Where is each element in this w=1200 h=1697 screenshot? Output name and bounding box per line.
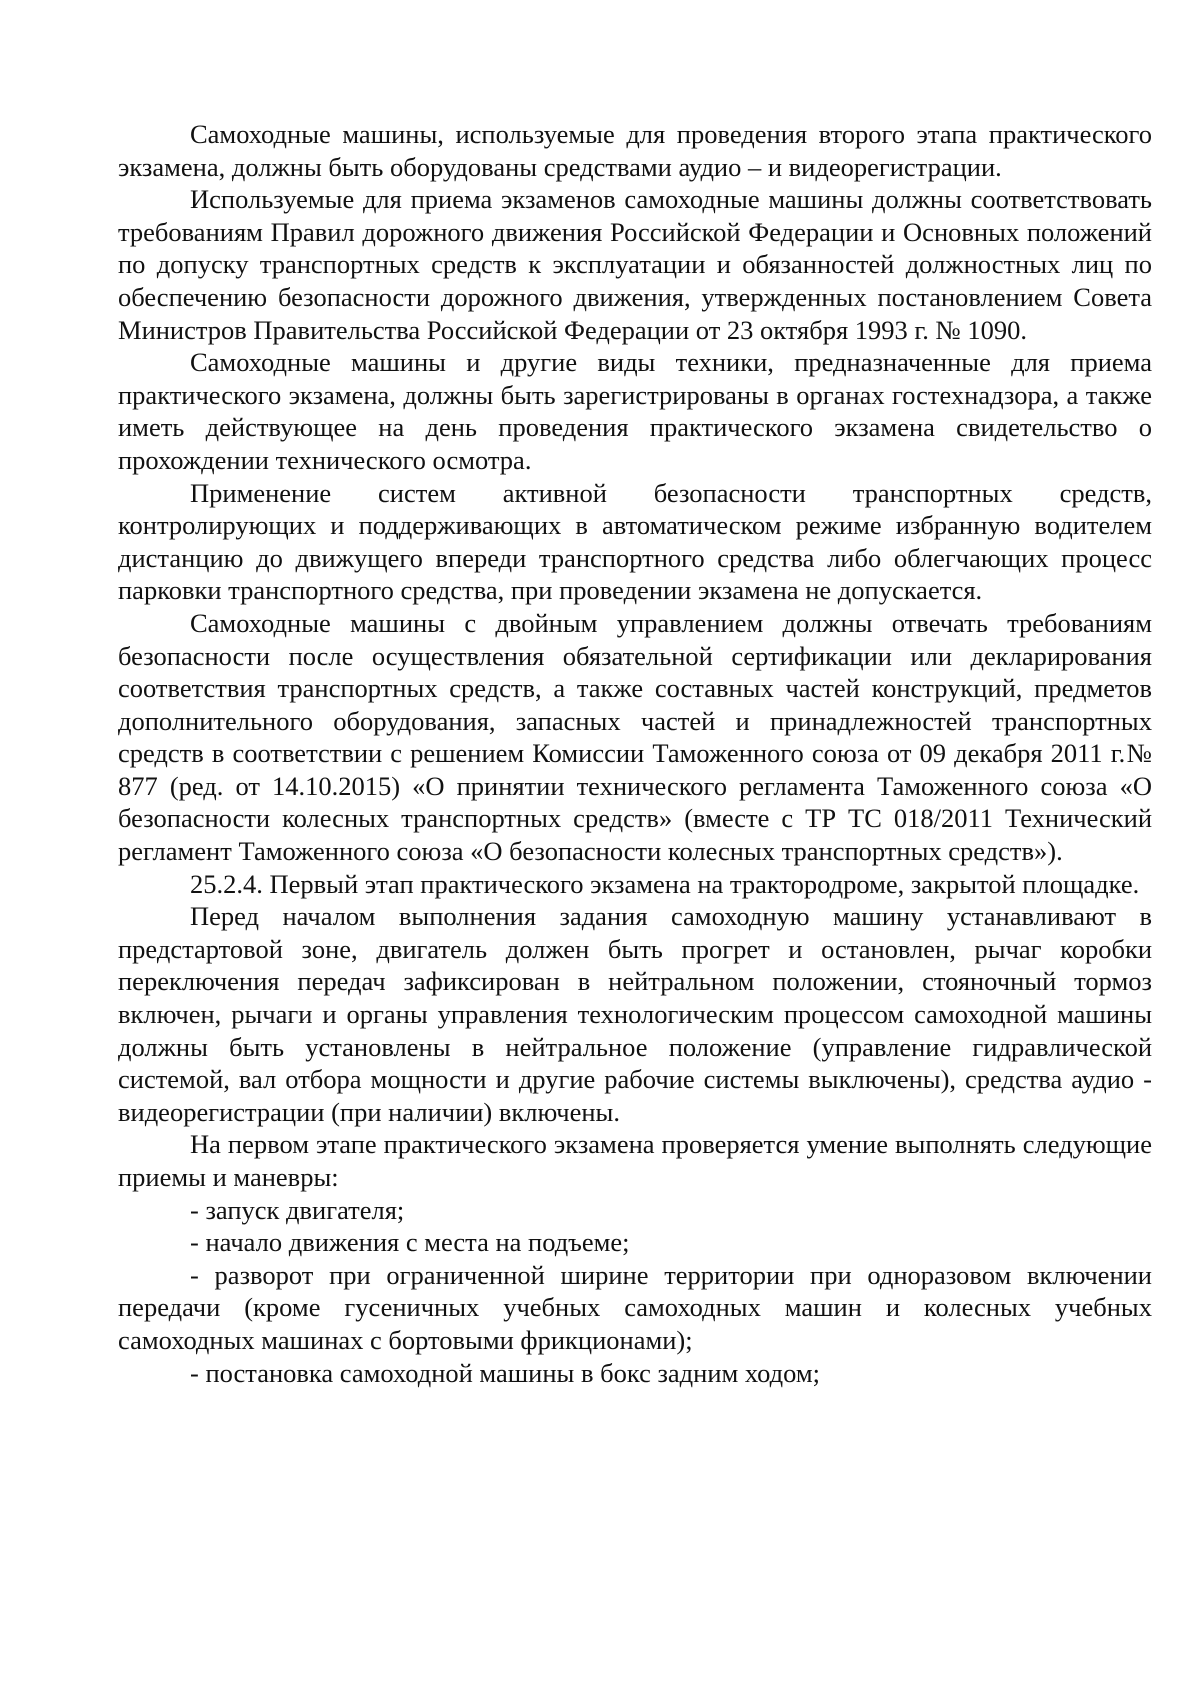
list-item-hill-start: - начало движения с места на подъеме; [190,1227,630,1258]
paragraph-registration: Самоходные машины и другие виды техники, предназначенные для приема практического экзамена, должны быть зарегистрированы в органах гостехнадзора, а также иметь действующее на день проведения практического экзамена свидетельство о прохождении технического осмотра. [118,347,1152,475]
paragraph-start-zone: Перед началом выполнения задания самоходную машину устанавливают в предстартовой зоне, двигатель должен быть прогрет и остановлен, рычаг коробки переключения передач зафиксирован в нейтральном положении, стояночный тормоз включен, рычаги и органы управления технологическим процессом самоходной машины должны быть установлены в нейтральное положение (управление гидравлической системой, вал отбора мощности и другие рабочие системы выключены), средства аудио - видеорегистрации (при наличии) включены. [118,901,1152,1127]
list-item-u-turn: - разворот при ограниченной ширине территории при одноразовом включении передачи (кроме гусеничных учебных самоходных машин и колесных учебных самоходных машинах с бортовыми фрикционами); [118,1259,1152,1355]
section-heading-25-2-4: 25.2.4. Первый этап практического экзамена на трактородроме, закрытой площадке. [190,868,1140,899]
list-item-reverse-parking: - постановка самоходной машины в бокс задним ходом; [190,1357,821,1388]
paragraph-dual-control: Самоходные машины с двойным управлением должны отвечать требованиям безопасности после осуществления обязательной сертификации или декларирования соответствия транспортных средств, а также составных частей конструкций, предметов дополнительного оборудования, запасных частей и принадлежностей транспортных средств в соответствии с решением Комиссии Таможенного союза от 09 декабря 2011 г.№ 877 (ред. от 14.10.2015) «О принятии технического регламента Таможенного союза «О безопасности колесных транспортных средств» (вместе с ТР ТС 018/2011 Технический регламент Таможенного союза «О безопасности колесных транспортных средств»). [118,607,1152,867]
paragraph-first-stage-skills: На первом этапе практического экзамена проверяется умение выполнять следующие приемы и маневры: [118,1129,1152,1192]
paragraph-traffic-rules: Используемые для приема экзаменов самоходные машины должны соответствовать требованиям Правил дорожного движения Российской Федерации и Основных положений по допуску транспортных средств к эксплуатации и обязанностей должностных лиц по обеспечению безопасности дорожного движения, утвержденных постановлением Совета Министров Правительства Российской Федерации от 23 октября 1993 г. № 1090. [118,184,1152,345]
document-page [118,118,1152,1389]
paragraph-active-safety: Применение систем активной безопасности транспортных средств, контролирующих и поддерживающих в автоматическом режиме избранную водителем дистанцию до движущего впереди транспортного средства либо облегчающих процесс парковки транспортного средства, при проведении экзамена не допускается. [118,477,1152,606]
paragraph-video-recording: Самоходные машины, используемые для проведения второго этапа практического экзамена, должны быть оборудованы средствами аудио – и видеорегистрации. [118,119,1152,182]
list-item-engine-start: - запуск двигателя; [190,1194,405,1225]
